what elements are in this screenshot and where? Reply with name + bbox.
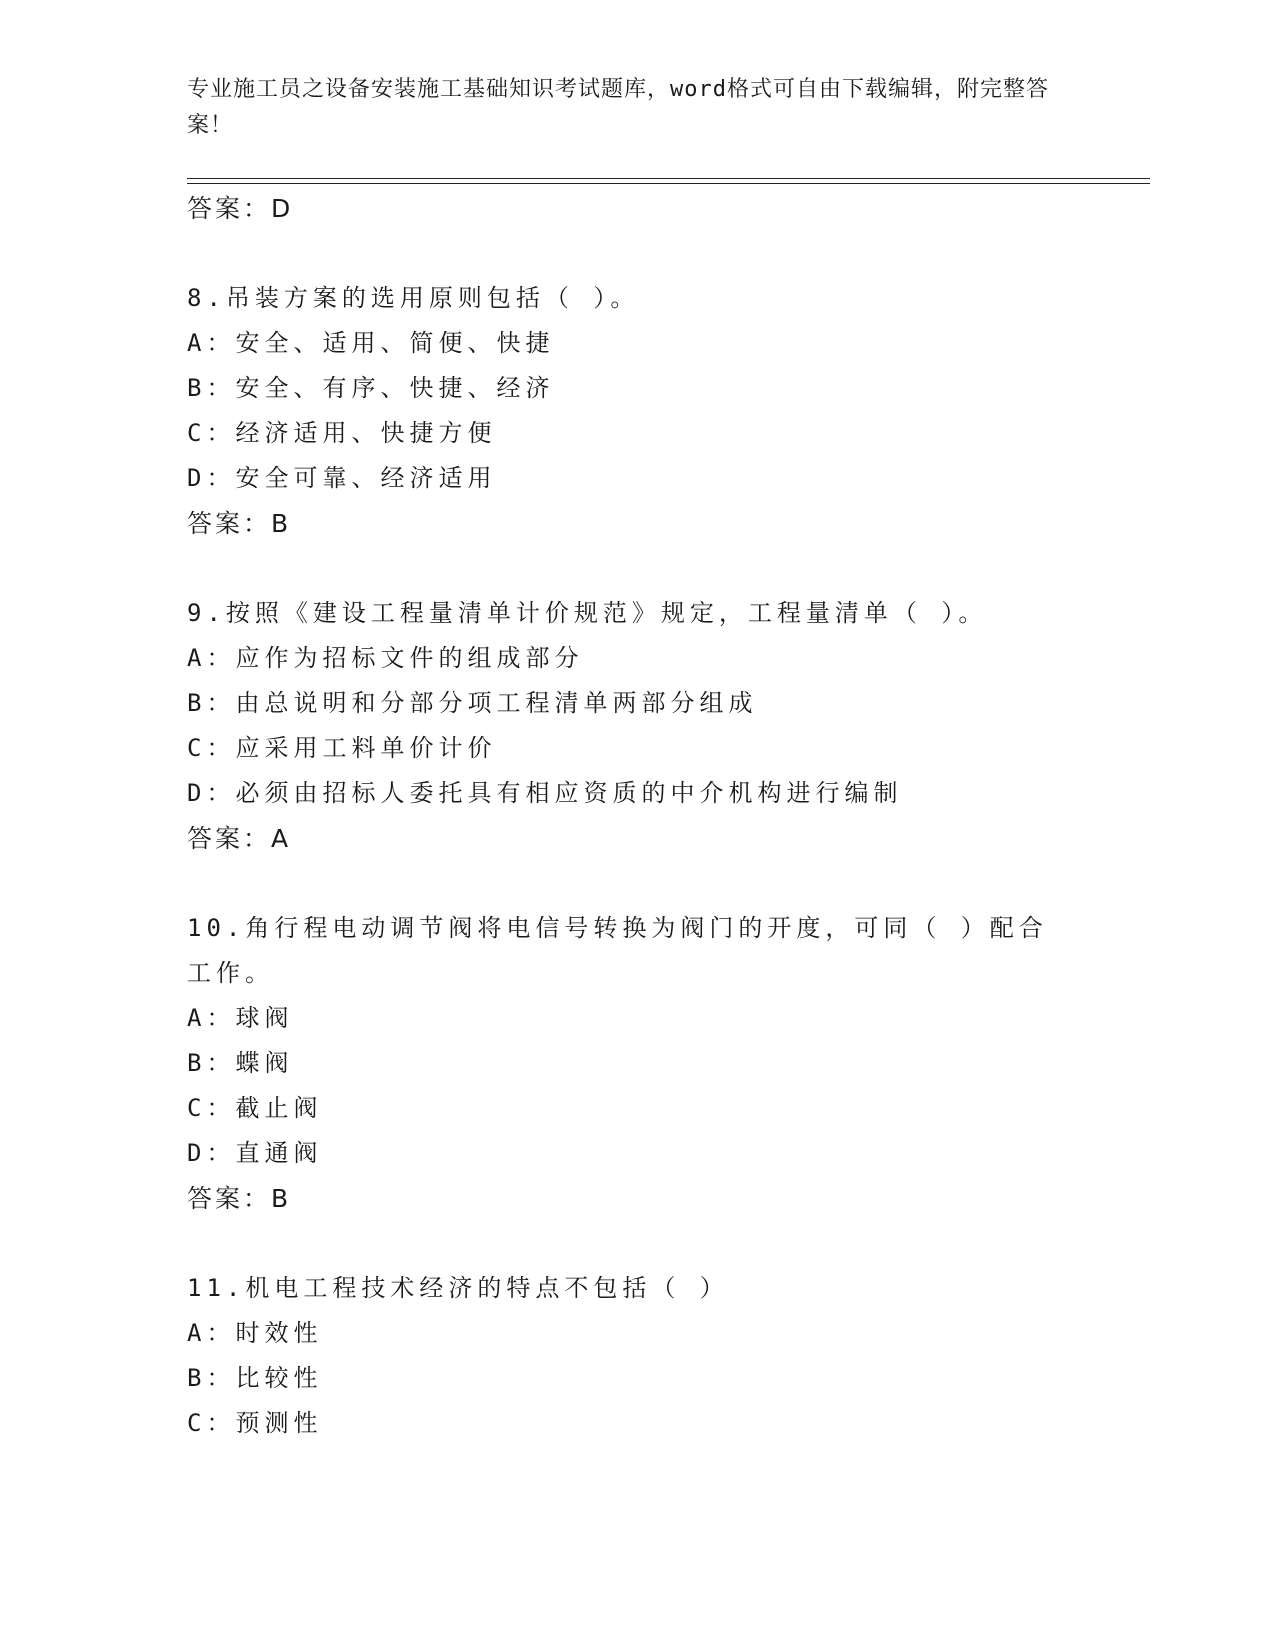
header-rule-top	[187, 178, 1150, 179]
option-b: B：比较性	[187, 1364, 323, 1392]
answer-line: 答案：D	[187, 194, 294, 223]
option-d: D：直通阀	[187, 1139, 323, 1167]
option-c: C：截止阀	[187, 1094, 323, 1122]
option-c: C：应采用工料单价计价	[187, 734, 497, 762]
question-title: 10.角行程电动调节阀将电信号转换为阀门的开度，可同（ ）配合工作。	[187, 914, 1048, 987]
question-10	[187, 906, 1087, 1221]
header-rule-bottom	[187, 183, 1150, 184]
question-9	[187, 591, 1087, 861]
option-a: A：安全、适用、简便、快捷	[187, 329, 555, 357]
document-body	[187, 186, 1087, 1446]
document-header: 专业施工员之设备安装施工基础知识考试题库，word格式可自由下载编辑，附完整答案！	[187, 77, 1049, 138]
question-8	[187, 276, 1087, 546]
option-c: C：经济适用、快捷方便	[187, 419, 497, 447]
question-title: 11.机电工程技术经济的特点不包括（ ）	[187, 1274, 729, 1302]
option-d: D：安全可靠、经济适用	[187, 464, 497, 492]
question-11	[187, 1266, 1087, 1446]
answer-line: 答案：B	[187, 1184, 292, 1213]
option-d: D：必须由招标人委托具有相应资质的中介机构进行编制	[187, 779, 903, 807]
question-title: 9.按照《建设工程量清单计价规范》规定，工程量清单（ ）。	[187, 599, 988, 627]
option-a: A：球阀	[187, 1004, 294, 1032]
option-a: A：时效性	[187, 1319, 323, 1347]
answer-line: 答案：A	[187, 824, 292, 853]
question-title: 8.吊装方案的选用原则包括（ ）。	[187, 284, 640, 312]
option-c: C：预测性	[187, 1409, 323, 1437]
option-b: B：由总说明和分部分项工程清单两部分组成	[187, 689, 758, 717]
option-b: B：蝶阀	[187, 1049, 294, 1077]
option-b: B：安全、有序、快捷、经济	[187, 374, 555, 402]
option-a: A：应作为招标文件的组成部分	[187, 644, 584, 672]
answer-line: 答案：B	[187, 509, 292, 538]
